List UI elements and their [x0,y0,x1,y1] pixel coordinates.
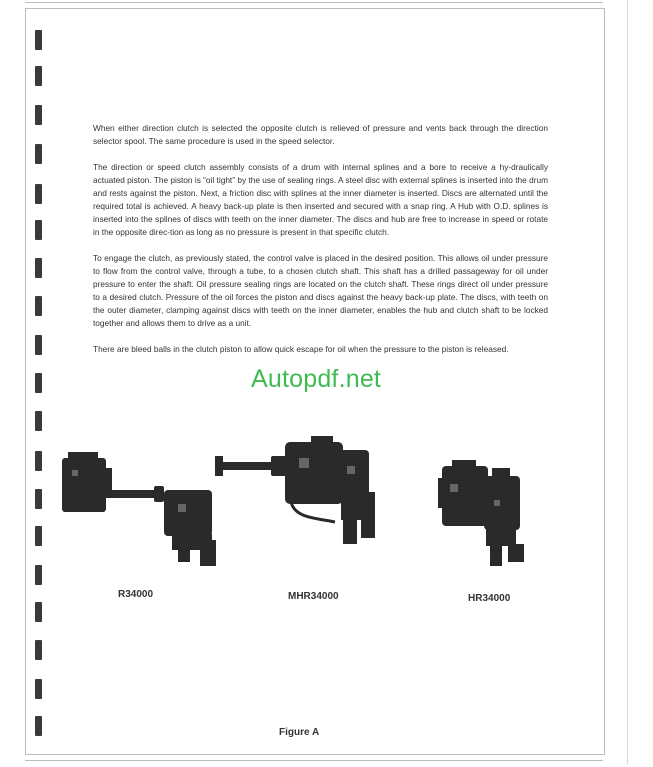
binder-hole [35,640,42,660]
paragraph: To engage the clutch, as previously stated, the control valve is placed in the desired position. This allows oil under pressure to flow from the control valve, through a tube, to a chosen clutch shaft. This shaft has a drilled passageway for oil under pressure to enter the shaft. Oil pressure sealing rings are located on the clutch shaft. These rings direct oil under pressure to a desired clutch. Pressure of the oil forces the piston and discs against the heavy back-up plate. The discs, with teeth on the outer diameter, clamping against discs with teeth on the inner diameter, enables the hub and clutch shaft to be locked together and allows them to drive as a unit. [93,253,548,328]
binder-hole [35,220,42,240]
caption-r34000: R34000 [118,589,154,600]
binder-hole [35,373,42,393]
page-top-edge [25,0,603,3]
binder-hole [35,30,42,50]
binder-hole [35,66,42,86]
caption-hr34000: HR34000 [468,593,511,604]
binder-hole [35,258,42,278]
binder-hole [35,144,42,164]
body-text [93,122,548,369]
binder-hole [35,602,42,622]
binder-hole [35,296,42,316]
mhr34000-transmission-image [215,436,380,551]
binder-hole [35,105,42,125]
viewer-right-rule [627,0,628,764]
r34000-transmission-image [60,450,220,570]
figure-title: Figure A [279,727,320,738]
hr34000-transmission-image [438,460,533,570]
binder-hole [35,451,42,471]
binder-hole [35,411,42,431]
binder-hole [35,526,42,546]
caption-mhr34000: MHR34000 [288,591,339,602]
binder-hole [35,565,42,585]
binder-hole [35,489,42,509]
paragraph: The direction or speed clutch assembly consists of a drum with internal splines and a bore to receive a hy-draulically actuated piston. The piston is “oil tight” by the use of sealing rings. A steel disc with external splines is inserted into the drum and rests against the piston. Next, a friction disc with splines at the inner diameter is inserted. Discs are alternated until the required total is achieved. A heavy back-up plate is then inserted and secured with a snap ring. A Hub with O.D. splines is inserted into the splines of discs with teeth on the inner diameter. The discs and hub are free to increase in speed or rotate in the opposite direc-tion as long as no pressure is present in that specific clutch. [93,162,548,237]
paragraph: When either direction clutch is selected the opposite clutch is relieved of pressure and vents back through the direction selector spool. The same procedure is used in the speed selector. [93,123,548,146]
binder-hole [35,679,42,699]
binder-hole [35,335,42,355]
watermark: Autopdf.net [251,365,382,393]
binder-hole [35,184,42,204]
paragraph: There are bleed balls in the clutch piston to allow quick escape for oil when the pressure to the piston is released. [93,344,509,354]
binder-hole [35,716,42,736]
